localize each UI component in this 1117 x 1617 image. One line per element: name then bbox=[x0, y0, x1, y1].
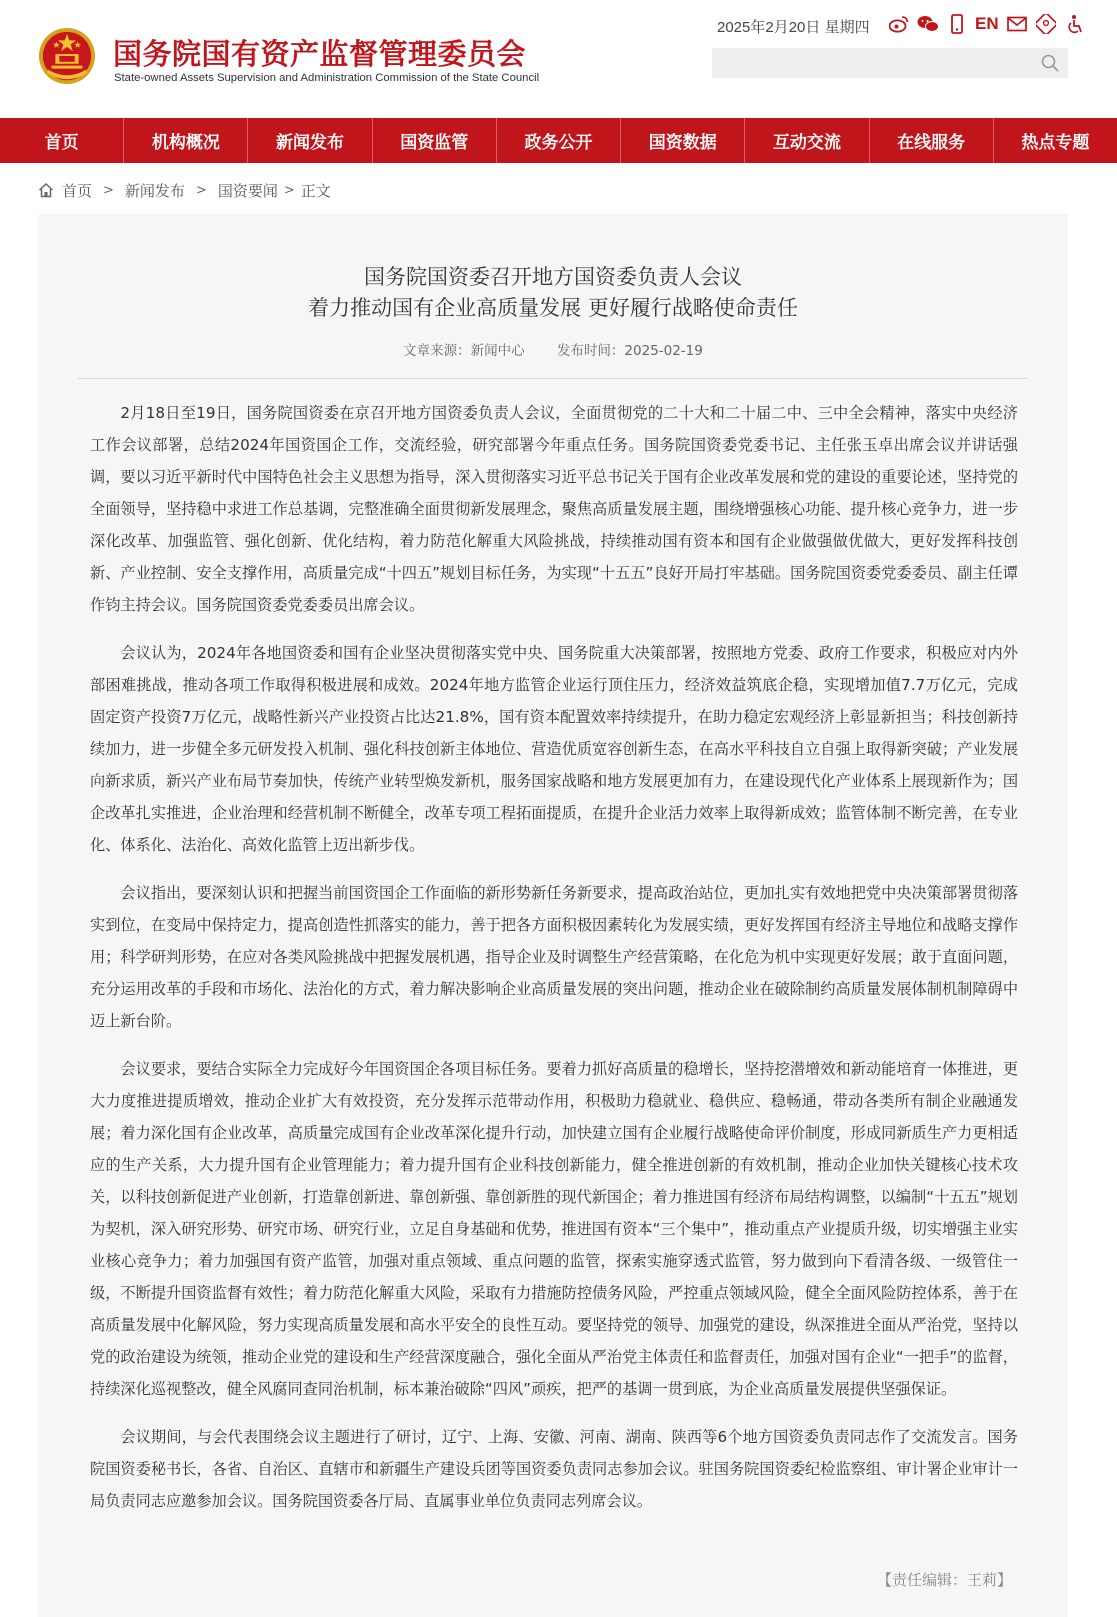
article-paragraph: 2月18日至19日，国务院国资委在京召开地方国资委负责人会议，全面贯彻党的二十大和二十届二中、三中全会精神，落实中央经济工作会议部署，总结2024年国资国企工作，交流经验，研究部署今年重点任务。国务院国资委党委书记、主任张玉卓出席会议并讲话强调，要以习近平新时代中国特色社会主义思想为指导，深入贯彻落实习近平总书记关于国有企业改革发展和党的建设的重要论述，坚持党的全面领导，坚持稳中求进工作总基调，完整准确全面贯彻新发展理念，聚焦高质量发展主题，围绕增强核心功能、提升核心竞争力，进一步深化改革、加强监管、强化创新、优化结构，着力防范化解重大风险挑战，持续推动国有资本和国有企业做强做优做大，更好发挥科技创新、产业控制、安全支撑作用，高质量完成“十四五”规划目标任务，为实现“十五五”良好开局打牢基础。国务院国资委党委委员、副主任谭作钧主持会议。国务院国资委党委委员出席会议。 bbox=[90, 404, 1018, 614]
mobile-icon[interactable] bbox=[946, 13, 968, 35]
breadcrumb bbox=[38, 180, 331, 200]
site-title[interactable]: 国务院国有资产监督管理委员会 bbox=[113, 37, 527, 71]
nav-item-organization[interactable]: 机构概况 bbox=[124, 118, 248, 163]
nav-item-topics[interactable]: 热点专题 bbox=[1021, 133, 1090, 153]
article-meta bbox=[38, 339, 1068, 359]
breadcrumb-news[interactable]: 新闻发布 bbox=[124, 181, 185, 200]
article-source: 文章来源：新闻中心 bbox=[403, 343, 525, 359]
search-input[interactable] bbox=[712, 48, 1022, 78]
article-title-line2: 着力推动国有企业高质量发展 更好履行战略使命责任 bbox=[308, 296, 798, 320]
breadcrumb-separator: > bbox=[103, 182, 114, 198]
feedback-icon[interactable] bbox=[1035, 13, 1057, 35]
breadcrumb-separator: > bbox=[195, 182, 207, 198]
responsible-editor: 【责任编辑：王莉】 bbox=[876, 1571, 1012, 1589]
nav-item-interaction[interactable]: 互动交流 bbox=[745, 118, 869, 163]
nav-item-home[interactable]: 首页 bbox=[0, 118, 124, 163]
article-publish-time: 发布时间：2025-02-19 bbox=[556, 343, 703, 359]
breadcrumb-home[interactable]: 首页 bbox=[62, 181, 93, 200]
breadcrumb-current: 正文 bbox=[300, 181, 331, 200]
article-paragraph: 会议指出，要深刻认识和把握当前国资国企工作面临的新形势新任务新要求，提高政治站位，更加扎实有效地把党中央决策部署贯彻落实到位，在变局中保持定力，提高创造性抓落实的能力，善于把各方面积极因素转化为发展实绩，更好发挥国有经济主导地位和战略支撑作用；科学研判形势，在应对各类风险挑战中把握发展机遇，指导企业及时调整生产经营策略，在化危为机中实现更好发展；敢于直面问题，充分运用改革的手段和市场化、法治化的方式，着力解决影响企业高质量发展的突出问题，推动企业在破除制约高质量发展体制机制障碍中迈上新台阶。 bbox=[90, 884, 1018, 1030]
nav-item-public-affairs[interactable]: 政务公开 bbox=[497, 118, 621, 163]
article-title-line1: 国务院国资委召开地方国资委负责人会议 bbox=[364, 265, 742, 289]
search-box bbox=[712, 48, 1068, 78]
current-date: 2025年2月20日 星期四 bbox=[717, 19, 870, 36]
article-paragraph: 会议要求，要结合实际全力完成好今年国资国企各项目标任务。要着力抓好高质量的稳增长，坚持挖潜增效和新动能培育一体推进，更大力度推进提质增效，推动企业扩大有效投资，充分发挥示范带动作用，积极助力稳就业、稳供应、稳畅通，带动各类所有制企业融通发展；着力深化国有企业改革，高质量完成国有企业改革深化提升行动，加快建立国有企业履行战略使命评价制度，形成同新质生产力更相适应的生产关系，大力提升国有企业管理能力；着力提升国有企业科技创新能力，健全推进创新的有效机制，推动企业加快关键核心技术攻关，以科技创新促进产业创新，打造靠创新进、靠创新强、靠创新胜的现代新国企；着力推进国有经济布局结构调整，以编制“十五五”规划为契机，深入研究形势、研究市场、研究行业，立足自身基础和优势，推进国有资本“三个集中”，推动重点产业提质升级，切实增强主业实业核心竞争力；着力加强国有资产监管，加强对重点领域、重点问题的监管，探索实施穿透式监管，努力做到向下看清各级、一级管住一级，不断提升国资监督有效性；着力防范化解重大风险，采取有力措施防控债务风险，严控重点领域风险，健全全面风险防控体系，善于在高质量发展中化解风险，努力实现高质量发展和高水平安全的良性互动。要坚持党的领导、加强党的建设，纵深推进全面从严治党，坚持以党的政治建设为统领，推动企业党的建设和生产经营深度融合，强化全面从严治党主体责任和监督责任，加强对国有企业“一把手”的监督，持续深化巡视整改，健全风腐同查同治机制，标本兼治破除“四风”顽疾，把严的基调一贯到底，为企业高质量发展提供坚强保证。 bbox=[90, 1060, 1018, 1398]
article-paragraph: 会议认为，2024年各地国资委和国有企业坚决贯彻落实党中央、国务院重大决策部署，按照地方党委、政府工作要求，积极应对内外部困难挑战，推动各项工作取得积极进展和成效。2024年地方监管企业运行顶住压力，经济效益筑底企稳，实现增加值7.7万亿元，完成固定资产投资7万亿元，战略性新兴产业投资占比达21.8%，国有资本配置效率持续提升，在助力稳定宏观经济上彰显新担当；科技创新持续加力，进一步健全多元研发投入机制、强化科技创新主体地位、营造优质宽容创新生态，在高水平科技自立自强上取得新突破；产业发展向新求质，新兴产业布局节奏加快，传统产业转型焕发新机，服务国家战略和地方发展更加有力，在建设现代化产业体系上展现新作为；国企改革扎实推进，企业治理和经营机制不断健全，改革专项工程拓面提质，在提升企业活力效率上取得新成效；监管体制不断完善，在专业化、体系化、法治化、高效化监管上迈出新步伐。 bbox=[90, 644, 1018, 854]
nav-item-news[interactable]: 新闻发布 bbox=[248, 118, 372, 163]
article-title bbox=[38, 262, 1068, 324]
mail-icon[interactable] bbox=[1006, 13, 1028, 35]
nav-item-data[interactable]: 国资数据 bbox=[621, 118, 745, 163]
search-icon[interactable] bbox=[1040, 53, 1060, 73]
site-header bbox=[0, 0, 1117, 118]
article-body bbox=[90, 397, 1018, 1533]
wechat-icon[interactable] bbox=[917, 13, 939, 35]
site-subtitle: State-owned Assets Supervision and Administration Commission of the State Council bbox=[114, 72, 540, 84]
breadcrumb-separator: > bbox=[283, 182, 295, 198]
breadcrumb-state-assets-news[interactable]: 国资要闻 bbox=[217, 181, 278, 200]
article-paragraph: 会议期间，与会代表围绕会议主题进行了研讨，辽宁、上海、安徽、河南、湖南、陕西等6个地方国资委负责同志作了交流发言。国务院国资委秘书长，各省、自治区、直辖市和新疆生产建设兵团等国资委负责同志参加会议。驻国务院国资委纪检监察组、审计署企业审计一局负责同志应邀参加会议。国务院国资委各厅局、直属事业单位负责同志列席会议。 bbox=[90, 1428, 1018, 1510]
nav-item-supervision[interactable]: 国资监管 bbox=[373, 118, 497, 163]
national-emblem-icon[interactable] bbox=[38, 27, 96, 85]
accessibility-icon[interactable] bbox=[1064, 13, 1086, 35]
article-divider bbox=[78, 378, 1028, 379]
top-toolbar bbox=[888, 12, 1086, 36]
main-nav bbox=[0, 118, 1117, 163]
weibo-icon[interactable] bbox=[888, 13, 910, 35]
english-link[interactable]: EN bbox=[975, 14, 999, 33]
home-icon[interactable] bbox=[38, 182, 54, 198]
article-container bbox=[38, 214, 1068, 1617]
nav-item-online-service[interactable]: 在线服务 bbox=[870, 118, 994, 163]
